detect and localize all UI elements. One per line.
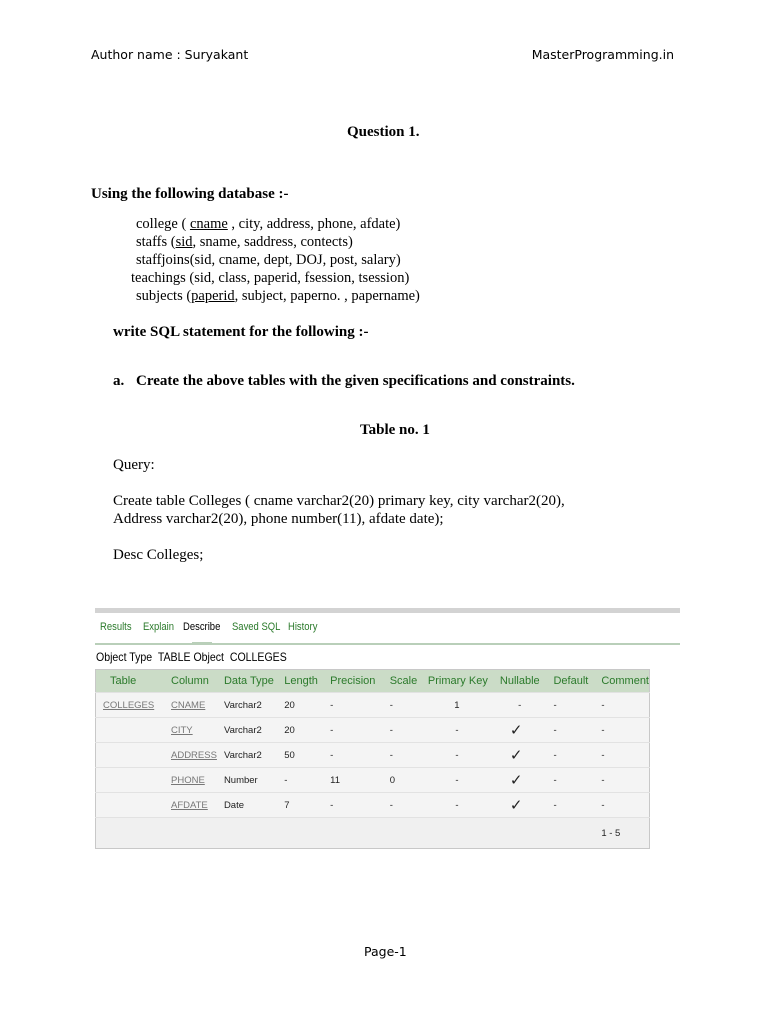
cell-length: 20 — [277, 718, 323, 743]
pagination-text: 1 - 5 — [594, 818, 649, 849]
schema-staffs: staffs (sid, sname, saddress, contects) — [136, 234, 353, 250]
table-row — [96, 768, 650, 793]
query-line-2: Address varchar2(20), phone number(11), afdate date); — [113, 511, 444, 527]
schema-subjects: subjects (paperid, subject, paperno. , papername) — [136, 288, 420, 304]
item-a-marker: a. — [113, 373, 125, 389]
check-icon: ✓ — [493, 768, 547, 793]
table-caption: Table no. 1 — [360, 422, 430, 438]
cell-column-name[interactable]: PHONE — [164, 768, 217, 793]
check-icon: ✓ — [493, 718, 547, 743]
cell-comment: - — [594, 768, 649, 793]
site-name: MasterProgramming.in — [531, 47, 674, 62]
cell-table-name — [96, 793, 165, 818]
cell-precision: - — [323, 793, 383, 818]
describe-panel — [95, 608, 680, 645]
cell-column-name[interactable]: CNAME — [164, 693, 217, 718]
cell-table-name — [96, 768, 165, 793]
table-row — [96, 793, 650, 818]
cell-length: - — [277, 768, 323, 793]
cell-comment: - — [594, 718, 649, 743]
cell-scale: - — [383, 793, 421, 818]
cell-scale: - — [383, 693, 421, 718]
cell-column-name[interactable]: CITY — [164, 718, 217, 743]
col-header-scale[interactable]: Scale — [383, 670, 421, 693]
tab-saved-sql[interactable]: Saved SQL — [232, 621, 281, 633]
cell-table-name — [96, 718, 165, 743]
cell-precision: - — [323, 693, 383, 718]
tab-results[interactable]: Results — [100, 621, 132, 633]
cell-primary-key: - — [421, 743, 493, 768]
query-line-1: Create table Colleges ( cname varchar2(20) primary key, city varchar2(20), — [113, 493, 565, 509]
cell-primary-key: - — [421, 768, 493, 793]
cell-column-name[interactable]: ADDRESS — [164, 743, 217, 768]
question-title: Question 1. — [347, 124, 420, 140]
check-icon: ✓ — [493, 793, 547, 818]
query-label: Query: — [113, 457, 155, 473]
cell-scale: - — [383, 743, 421, 768]
check-icon: ✓ — [493, 743, 547, 768]
col-header-comment[interactable]: Comment — [594, 670, 649, 693]
col-header-nullable[interactable]: Nullable — [493, 670, 547, 693]
cell-data-type: Varchar2 — [217, 718, 277, 743]
cell-comment: - — [594, 743, 649, 768]
cell-scale: - — [383, 718, 421, 743]
item-a-text: Create the above tables with the given specifications and constraints. — [136, 373, 575, 389]
author-name: Author name : Suryakant — [91, 47, 249, 62]
table-row — [96, 743, 650, 768]
cell-data-type: Varchar2 — [217, 743, 277, 768]
cell-table-name — [96, 743, 165, 768]
col-header-data-type[interactable]: Data Type — [217, 670, 277, 693]
col-header-column[interactable]: Column — [164, 670, 217, 693]
cell-data-type: Number — [217, 768, 277, 793]
cell-primary-key: 1 — [421, 693, 493, 718]
col-header-table[interactable]: Table — [96, 670, 165, 693]
col-header-length[interactable]: Length — [277, 670, 323, 693]
schema-teachings: teachings (sid, class, paperid, fsession, tsession) — [131, 270, 410, 286]
cell-precision: - — [323, 743, 383, 768]
cell-length: 50 — [277, 743, 323, 768]
col-header-primary-key[interactable]: Primary Key — [421, 670, 493, 693]
cell-scale: 0 — [383, 768, 421, 793]
table-row — [96, 693, 650, 718]
page-number: Page-1 — [364, 944, 407, 959]
cell-length: 7 — [277, 793, 323, 818]
cell-nullable: - — [493, 693, 547, 718]
describe-table — [95, 669, 650, 849]
pagination-row — [96, 818, 650, 849]
cell-data-type: Varchar2 — [217, 693, 277, 718]
cell-primary-key: - — [421, 718, 493, 743]
cell-column-name[interactable]: AFDATE — [164, 793, 217, 818]
schema-staffjoins: staffjoins(sid, cname, dept, DOJ, post, salary) — [136, 252, 401, 268]
instruction-text: write SQL statement for the following :- — [113, 324, 369, 340]
table-row — [96, 718, 650, 743]
result-tabs — [95, 613, 680, 645]
tab-describe[interactable]: Describe — [183, 621, 221, 633]
object-info: Object Type TABLE Object COLLEGES — [96, 650, 287, 664]
cell-default: - — [546, 768, 594, 793]
describe-header-row — [96, 670, 650, 693]
pagination-spacer — [96, 818, 595, 849]
cell-primary-key: - — [421, 793, 493, 818]
tab-history[interactable]: History — [288, 621, 318, 633]
cell-precision: - — [323, 718, 383, 743]
cell-table-name[interactable]: COLLEGES — [96, 693, 165, 718]
intro-text: Using the following database :- — [91, 186, 289, 202]
cell-length: 20 — [277, 693, 323, 718]
cell-precision: 11 — [323, 768, 383, 793]
cell-default: - — [546, 793, 594, 818]
desc-command: Desc Colleges; — [113, 547, 204, 563]
active-tab-indicator — [192, 642, 212, 645]
col-header-precision[interactable]: Precision — [323, 670, 383, 693]
tab-explain[interactable]: Explain — [143, 621, 175, 633]
cell-comment: - — [594, 793, 649, 818]
col-header-default[interactable]: Default — [546, 670, 594, 693]
schema-college: college ( cname , city, address, phone, afdate) — [136, 216, 401, 232]
cell-default: - — [546, 743, 594, 768]
cell-comment: - — [594, 693, 649, 718]
cell-default: - — [546, 718, 594, 743]
cell-default: - — [546, 693, 594, 718]
cell-data-type: Date — [217, 793, 277, 818]
